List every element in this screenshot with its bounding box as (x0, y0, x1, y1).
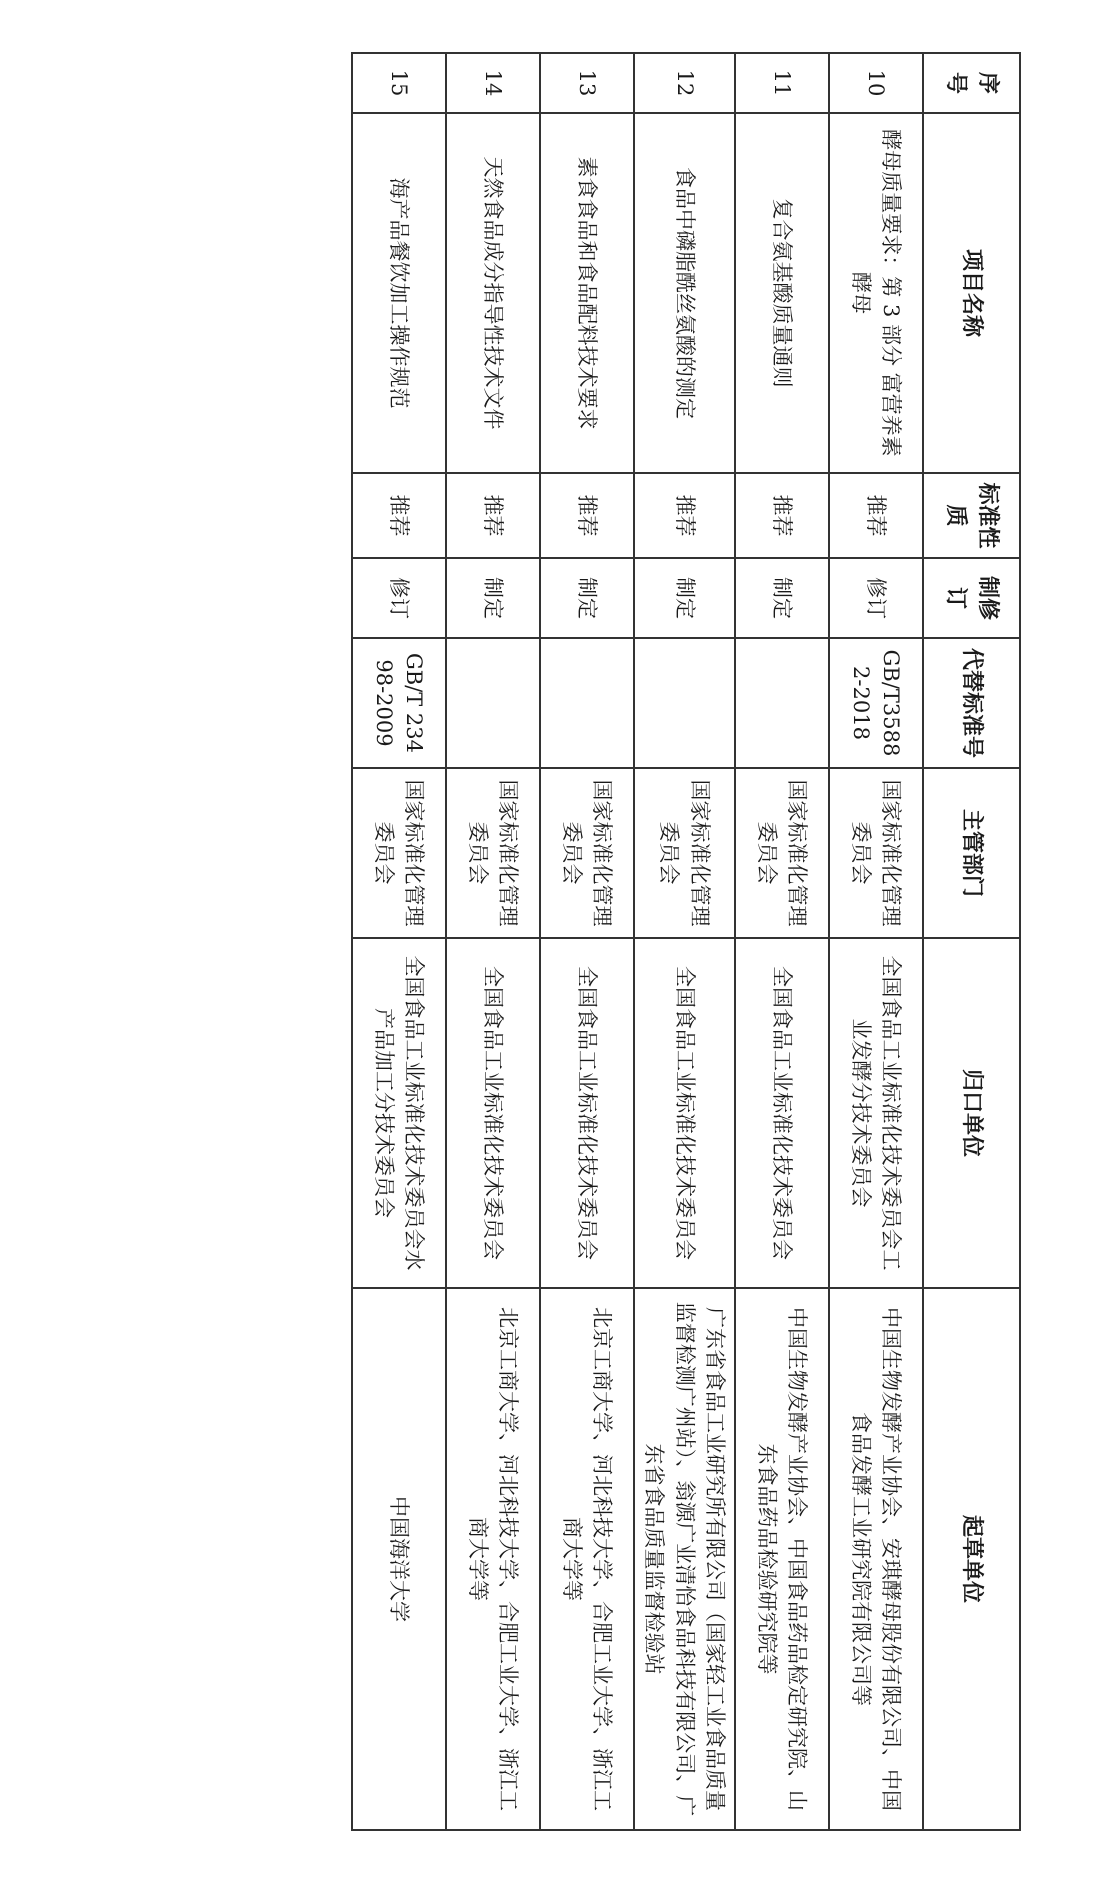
standards-project-table (351, 52, 1021, 1831)
cell-standard-nature: 推荐 (352, 473, 446, 558)
header-committee: 归口单位 (923, 938, 1020, 1288)
cell-committee: 全国食品工业标准化技术委员会 (540, 938, 634, 1288)
cell-project-name: 天然食品成分指导性技术文件 (446, 113, 540, 473)
cell-drafting-units: 中国生物发酵产业协会、中国食品药品检定研究院、山东食品药品检验研究院等 (735, 1288, 829, 1830)
cell-serial-number: 14 (446, 53, 540, 113)
cell-department: 国家标准化管理委员会 (540, 768, 634, 938)
cell-replaced-standard: GB/T35882-2018 (829, 638, 923, 768)
cell-standard-nature: 推荐 (540, 473, 634, 558)
table-body (352, 53, 923, 1830)
cell-department: 国家标准化管理委员会 (735, 768, 829, 938)
cell-revision-type: 修订 (352, 558, 446, 638)
header-department: 主管部门 (923, 768, 1020, 938)
cell-serial-number: 12 (634, 53, 735, 113)
header-standard-nature: 标准性质 (923, 473, 1020, 558)
cell-committee: 全国食品工业标准化技术委员会 (634, 938, 735, 1288)
cell-revision-type: 制定 (634, 558, 735, 638)
table-row (446, 53, 540, 1830)
cell-serial-number: 13 (540, 53, 634, 113)
table-row (735, 53, 829, 1830)
cell-replaced-standard (540, 638, 634, 768)
cell-serial-number: 10 (829, 53, 923, 113)
cell-committee: 全国食品工业标准化技术委员会 (735, 938, 829, 1288)
cell-revision-type: 制定 (446, 558, 540, 638)
cell-project-name: 食品中磷脂酰丝氨酸的测定 (634, 113, 735, 473)
cell-committee: 全国食品工业标准化技术委员会 (446, 938, 540, 1288)
cell-drafting-units: 北京工商大学、河北科技大学、合肥工业大学、浙江工商大学等 (540, 1288, 634, 1830)
cell-department: 国家标准化管理委员会 (352, 768, 446, 938)
header-serial-number: 序号 (923, 53, 1020, 113)
cell-committee: 全国食品工业标准化技术委员会水产品加工分技术委员会 (352, 938, 446, 1288)
cell-replaced-standard: GB/T 23498-2009 (352, 638, 446, 768)
cell-revision-type: 制定 (735, 558, 829, 638)
cell-department: 国家标准化管理委员会 (634, 768, 735, 938)
cell-serial-number: 11 (735, 53, 829, 113)
cell-standard-nature: 推荐 (446, 473, 540, 558)
cell-drafting-units: 中国海洋大学 (352, 1288, 446, 1830)
table-row (829, 53, 923, 1830)
cell-project-name: 酵母质量要求：第 3 部分 富营养素酵母 (829, 113, 923, 473)
cell-department: 国家标准化管理委员会 (446, 768, 540, 938)
cell-standard-nature: 推荐 (735, 473, 829, 558)
cell-committee: 全国食品工业标准化技术委员会工业发酵分技术委员会 (829, 938, 923, 1288)
header-revision-type: 制修订 (923, 558, 1020, 638)
table-row (352, 53, 446, 1830)
header-replaced-standard: 代替标准号 (923, 638, 1020, 768)
header-drafting-units: 起草单位 (923, 1288, 1020, 1830)
cell-drafting-units: 广东省食品工业研究所有限公司（国家轻工业食品质量监督检测广州站）、翁源广业清怡食品科技有限公司、广东省食品质量监督检验站 (634, 1288, 735, 1830)
cell-replaced-standard (446, 638, 540, 768)
cell-standard-nature: 推荐 (634, 473, 735, 558)
table-header (923, 53, 1020, 1830)
cell-drafting-units: 北京工商大学、河北科技大学、合肥工业大学、浙江工商大学等 (446, 1288, 540, 1830)
cell-replaced-standard (735, 638, 829, 768)
cell-revision-type: 制定 (540, 558, 634, 638)
cell-replaced-standard (634, 638, 735, 768)
cell-revision-type: 修订 (829, 558, 923, 638)
cell-project-name: 海产品餐饮加工操作规范 (352, 113, 446, 473)
cell-drafting-units: 中国生物发酵产业协会、安琪酵母股份有限公司、中国食品发酵工业研究院有限公司等 (829, 1288, 923, 1830)
cell-serial-number: 15 (352, 53, 446, 113)
cell-project-name: 复合氨基酸质量通则 (735, 113, 829, 473)
header-project-name: 项目名称 (923, 113, 1020, 473)
cell-project-name: 素食食品和食品配料技术要求 (540, 113, 634, 473)
header-row (923, 53, 1020, 1830)
cell-standard-nature: 推荐 (829, 473, 923, 558)
cell-department: 国家标准化管理委员会 (829, 768, 923, 938)
table-row (634, 53, 735, 1830)
table-row (540, 53, 634, 1830)
